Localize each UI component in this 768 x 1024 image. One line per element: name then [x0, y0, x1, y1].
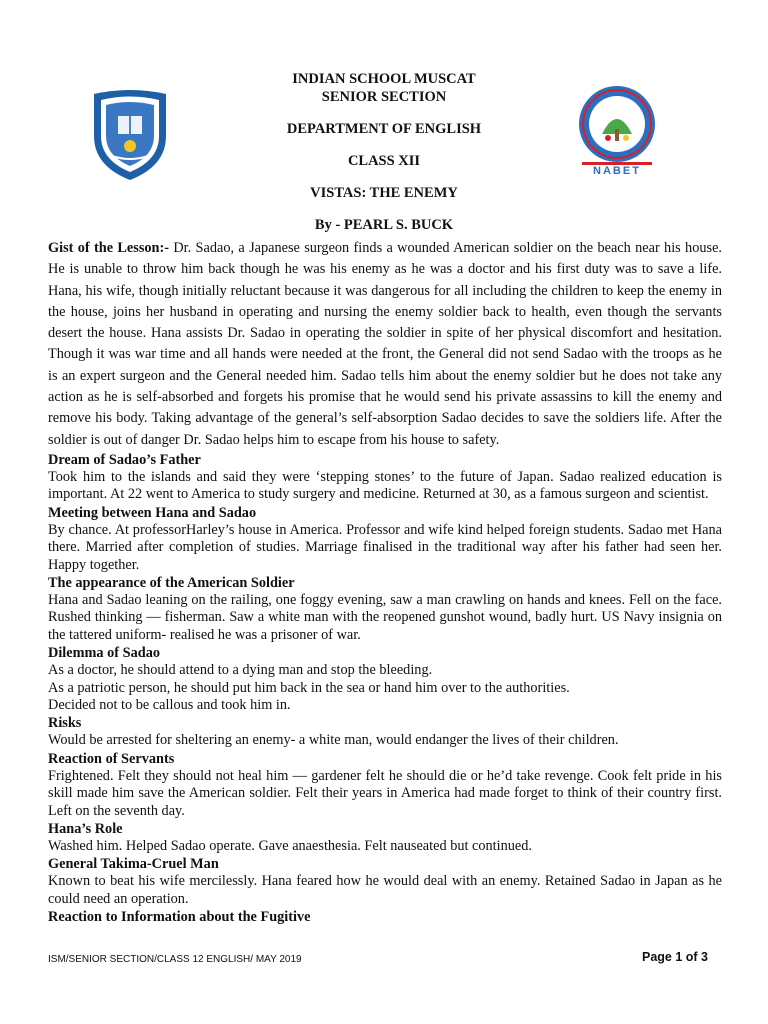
section-heading: Dream of Sadao’s Father: [48, 451, 201, 468]
section-paragraph: As a doctor, he should attend to a dying man and stop the bleeding.: [48, 662, 433, 679]
section-heading: Dilemma of Sadao: [48, 645, 160, 662]
section-paragraph: Would be arrested for sheltering an enemy- a white man, would endanger the lives of their children.: [48, 732, 619, 749]
section-paragraph: By chance. At professorHarley’s house in America. Professor and wife kind helped foreign students. Sadao met Hana there. Married after completion of studies. Marriage finalised in the traditional way after his father had seen her. Happy together.: [48, 521, 722, 573]
lesson-title: VISTAS: THE ENEMY: [310, 185, 458, 201]
school-crest-icon: [88, 86, 172, 182]
class-name: CLASS XII: [347, 153, 421, 169]
page-number: Page 1 of 3: [642, 950, 708, 964]
section-heading: General Takima-Cruel Man: [48, 856, 219, 873]
section-paragraph: Frightened. Felt they should not heal him — gardener felt he should die or he’d take revenge. Cook felt pride in his skill made him save the American soldier. Felt their years in America had made forget to think of their country first. Left on the seventh day.: [48, 767, 722, 819]
section-name: SENIOR SECTION: [321, 89, 447, 105]
section-paragraph: Washed him. Helped Sadao operate. Gave anaesthesia. Felt nauseated but continued.: [48, 838, 532, 855]
section-paragraph: Known to beat his wife mercilessly. Hana feared how he would deal with an enemy. Retained Sadao in Japan as he could need an operation.: [48, 873, 722, 907]
section-heading: Reaction of Servants: [48, 750, 175, 767]
gist-paragraph: [48, 238, 722, 451]
section-heading: Reaction to Information about the Fugitive: [48, 909, 311, 926]
section-paragraph: Hana and Sadao leaning on the railing, one foggy evening, saw a man crawling on hands and knees. Fell on the face. Rushed thinking — fisherman. Saw a white man with the reopened gunshot wound, badly hurt. US Navy insignia on the tattered uniform- realised he was a prisoner of war.: [48, 592, 722, 643]
section-paragraph: Took him to the islands and said they were ‘stepping stones’ to the future of Japan. Sadao realized education is important. At 22 went to America to study surgery and medicine. Returned at 30, as a famous surgeon and scientist.: [48, 468, 722, 503]
section-heading: Risks: [48, 715, 82, 732]
section-heading: Meeting between Hana and Sadao: [48, 504, 257, 521]
section-paragraph: As a patriotic person, he should put him back in the sea or hand him over to the authorities.: [48, 679, 570, 696]
section-heading: The appearance of the American Soldier: [48, 575, 295, 591]
quality-school-governance-icon: [572, 84, 662, 176]
section-heading: Hana’s Role: [48, 821, 123, 838]
section-paragraph: Decided not to be callous and took him in.: [48, 697, 291, 714]
lesson-content: [48, 238, 722, 926]
author-line: By - PEARL S. BUCK: [314, 217, 454, 233]
gist-text: Dr. Sadao, a Japanese surgeon finds a wounded American soldier on the beach near his house. He is unable to throw him back though he was his enemy as he was a doctor and his first duty was to save a life. Hana, his wife, though initially reluctant because it was dangerous for all including the children to keep the enemy in the house, joins her husband in operating and nursing the enemy soldier back to health, even though the servants desert the house. Hana assists Dr. Sadao in operating the soldier in spite of her physical discomfort and hesitation. Though it was war time and all hands were needed at the front, the General did not send Sadao with the troops as he is an expert surgeon and the General needed him. Sadao tells him about the enemy soldier but he does not take any action as he is self-absorbed and forgets his promise that he would send his private assassins to kill the enemy and remove his body. Taking advantage of the general’s self-absorption Sadao decides to save the soldiers life. After the soldier is out of danger Dr. Sadao helps him to escape from his house to safety.: [48, 240, 722, 448]
school-name: INDIAN SCHOOL MUSCAT: [292, 71, 476, 87]
department-name: DEPARTMENT OF ENGLISH: [286, 121, 482, 137]
gist-label: Gist of the Lesson:-: [48, 240, 170, 256]
footer-reference: ISM/SENIOR SECTION/CLASS 12 ENGLISH/ MAY 2019: [48, 954, 302, 965]
svg-text:NABET: NABET: [593, 165, 641, 176]
sections-container: [48, 451, 722, 926]
